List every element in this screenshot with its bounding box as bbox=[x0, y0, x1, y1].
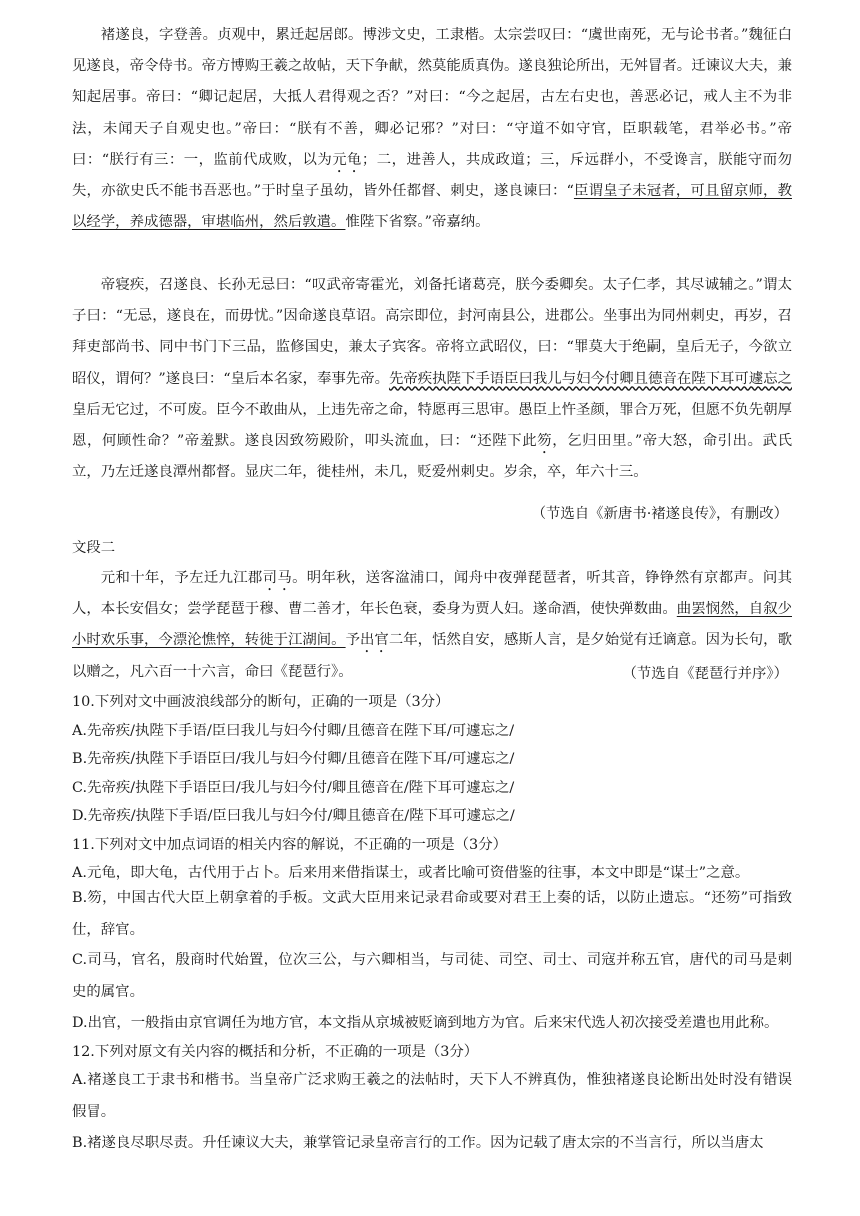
question-10-stem: 10.下列对文中画波浪线部分的断句，正确的一项是（3分） bbox=[72, 694, 450, 710]
question-12-stem: 12.下列对原文有关内容的概括和分析，不正确的一项是（3分） bbox=[72, 1044, 479, 1060]
question-12-option-b: B.褚遂良尽职尽责。升任谏议大夫，兼掌管记录皇帝言行的工作。因为记载了唐太宗的不当言行，所以当唐太 bbox=[72, 1135, 764, 1151]
question-11-option-d: D.出官，一般指由京官调任为地方官，本文指从京城被贬谪到地方为官。后来宋代选人初次接受差遣也用此称。 bbox=[72, 1015, 779, 1031]
dotted-word-sima: 司马 bbox=[262, 570, 293, 586]
underlined-sentence-2: 曲罢悯然，自叙少小时欢乐事，今漂沦憔悴，转徙于江湖间。 bbox=[72, 601, 792, 649]
question-12-option-a: A.褚遂良工于隶书和楷书。当皇帝广泛求购王羲之的法帖时，天下人不辨真伪，惟独褚遂良论断出处时没有错误假冒。 bbox=[72, 1072, 792, 1120]
passage1-paragraph1: 褚遂良，字登善。贞观中，累迁起居郎。博涉文史，工隶楷。太宗尝叹曰：“虞世南死，无与论书者。”魏征白见遂良，帝令侍书。帝方博购王羲之故帖，天下争献，然莫能质真伪。遂良独论所出，无舛冒者。迁谏议大夫，兼知起居事。帝曰：“卿记起居，大抵人君得观之否？”对曰：“今之起居，古左右史也，善恶必记，戒人主不为非法，未闻天子自观史也。”帝曰：“朕有不善，卿必记邪？”对曰：“守道不如守官，臣职载笔，君举必书。”帝曰：“朕行有三：一，监前代成败，以为元龟；二，进善人，共成政道；三，斥远群小，不受谗言，朕能守而勿失，亦欲史氏不能书吾恶也。”于时皇子虽幼，皆外任都督、刺史，遂良谏曰：“臣谓皇子未冠者，可且留京师，教以经学，养成德器，审堪临州，然后敦遣。惟陛下省察。”帝嘉纳。 bbox=[72, 27, 792, 231]
dotted-word-yuangui: 元龟 bbox=[332, 151, 362, 168]
question-11-stem: 11.下列对文中加点词语的相关内容的解说，不正确的一项是（3分） bbox=[72, 836, 507, 853]
dotted-word-chuguan: 出官 bbox=[360, 632, 389, 649]
passage2-paragraph: 元和十年，予左迁九江郡司马。明年秋，送客湓浦口，闻舟中夜弹琵琶者，听其音，铮铮然有京都声。问其人，本长安倡女；尝学琵琶于穆、曹二善才，年长色衰，委身为贾人妇。遂命酒，使快弹数曲。曲罢悯然，自叙少小时欢乐事，今漂沦憔悴，转徙于江湖间。予出官二年，恬然自安，感斯人言，是夕始觉有迁谪意。因为长句，歌以赠之，凡六百一十六言，命曰《琵琶行》。 bbox=[72, 570, 792, 680]
question-10-option-c: C.先帝疾/执陛下手语臣曰/我儿与妇今付/卿且德音在/陛下耳可遽忘之/ bbox=[72, 779, 515, 796]
wavy-underlined-sentence: 先帝疾执陛下手语臣曰我儿与妇今付卿且德音在陛下耳可遽忘之 bbox=[388, 370, 792, 387]
question-10-option-d: D.先帝疾/执陛下手语/臣曰我儿与妇今付/卿且德音在/陛下耳可遽忘之/ bbox=[72, 808, 515, 824]
dotted-word-hu: 笏 bbox=[537, 433, 553, 450]
passage1-paragraph2: 帝寝疾，召遂良、长孙无忌曰：“叹武帝寄霍光，刘备托诸葛亮，朕今委卿矣。太子仁孝，其尽诚辅之。”谓太子曰：“无忌，遂良在，而毋忧。”因命遂良草诏。高宗即位，封河南县公，进郡公。坐事出为同州刺史，再岁，召拜吏部尚书、同中书门下三品，监修国史，兼太子宾客。帝将立武昭仪，曰：“罪莫大于绝嗣，皇后无子，今欲立昭仪，谓何？”遂良曰：“皇后本名家，奉事先帝。先帝疾执陛下手语臣曰我儿与妇今付卿且德音在陛下耳可遽忘之皇后无它过，不可废。臣今不敢曲从，上违先帝之命，特愿再三思审。愚臣上忤圣颜，罪合万死，但愿不负先朝厚恩，何顾性命？”帝羞默。遂良因致笏殿阶，叩头流血，曰：“还陛下此笏，乞归田里。”帝大怒，命引出。武氏立，乃左迁遂良潭州都督。显庆二年，徙桂州，未几，贬爱州刺史。岁余，卒，年六十三。 bbox=[72, 277, 792, 481]
passage1-source: （节选自《新唐书·褚遂良传》，有删改） bbox=[531, 506, 788, 522]
underlined-sentence-1: 臣谓皇子未冠者，可且留京师，教以经学，养成德器，审堪临州，然后敦遣。 bbox=[72, 183, 792, 231]
question-11-option-a: A.元龟，即大龟，古代用于占卜。后来用来借指谋士，或者比喻可资借鉴的往事，本文中即是“谋士”之意。 bbox=[72, 865, 750, 881]
question-11-option-c: C.司马，官名，殷商时代始置，位次三公，与六卿相当，与司徒、司空、司士、司寇并称五官，唐代的司马是刺史的属官。 bbox=[72, 952, 792, 1000]
question-10-option-a: A.先帝疾/执陛下手语/臣曰我儿与妇今付卿/且德音在陛下耳/可遽忘之/ bbox=[72, 722, 515, 739]
passage2-source: （节选自《琵琶行并序》） bbox=[622, 666, 788, 682]
passage2-heading: 文段二 bbox=[72, 540, 116, 556]
question-10-option-b: B.先帝疾/执陛下手语臣曰/我儿与妇今付卿/且德音在陛下耳/可遽忘之/ bbox=[72, 751, 515, 767]
question-11-option-b: B.笏，中国古代大臣上朝拿着的手板。文武大臣用来记录君命或要对君王上奏的话，以防止遗忘。“还笏”可指致仕，辞官。 bbox=[72, 890, 792, 938]
